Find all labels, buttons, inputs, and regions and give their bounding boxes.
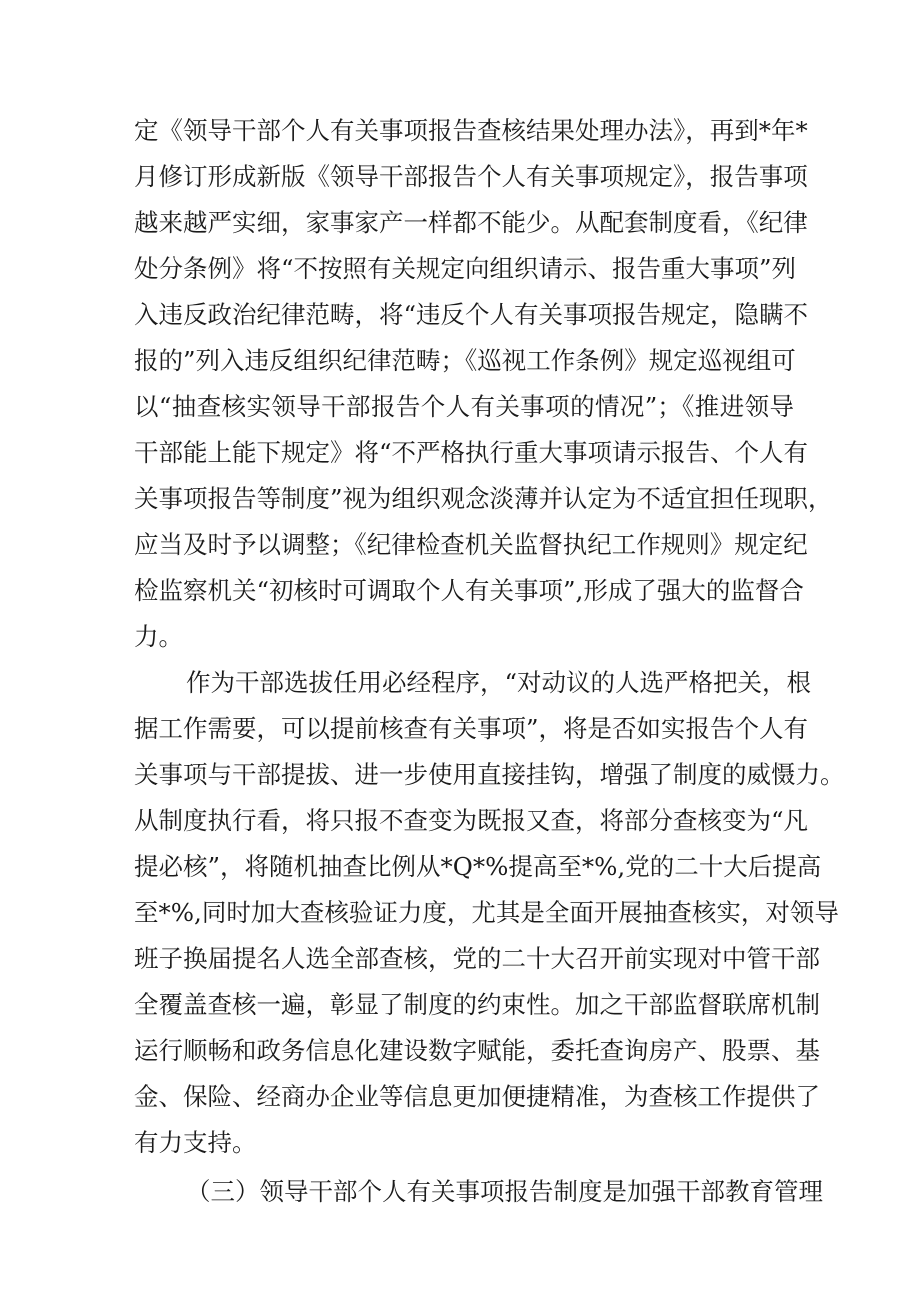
text-line: 处分条例》将“不按照有关规定向组织请示、报告重大事项”列 <box>134 254 797 283</box>
text-line: 定《领导干部个人有关事项报告查核结果处理办法》，再到*年* <box>134 116 808 145</box>
text-line: 应当及时予以调整；《纪律检查机关监督执纪工作规则》规定纪 <box>134 530 808 559</box>
text-line: 干部能上能下规定》将“不严格执行重大事项请示报告、个人有 <box>134 438 809 467</box>
text-line: 至*%,同时加大查核验证力度，尤其是全面开展抽查核实，对领导 <box>134 898 839 927</box>
text-line: 关事项报告等制度”视为组织观念淡薄并认定为不适宜担任现职， <box>134 484 833 513</box>
text-line: 提必核”，将随机抽查比例从*Q*%提高至*%,党的二十大后提高 <box>134 852 822 881</box>
text-line: 检监察机关“初核时可调取个人有关事项”,形成了强大的监督合 <box>134 576 804 605</box>
text-line: 运行顺畅和政务信息化建设数字赋能，委托查询房产、股票、基 <box>134 1036 820 1065</box>
text-line: 班子换届提名人选全部查核，党的二十大召开前实现对中管干部 <box>134 944 820 973</box>
text-line: 越来越严实细，家事家产一样都不能少。从配套制度看，《纪律 <box>134 208 808 237</box>
text-line: 作为干部选拔任用必经程序，“对动议的人选严格把关，根 <box>186 668 812 697</box>
text-line: 报的”列入违反组织纪律范畴；《巡视工作条例》规定巡视组可 <box>134 346 796 375</box>
text-line: 力。 <box>134 622 183 651</box>
text-line: 有力支持。 <box>134 1128 257 1157</box>
text-line: 据工作需要，可以提前核查有关事项”，将是否如实报告个人有 <box>134 714 809 743</box>
text-line: 以“抽查核实领导干部报告个人有关事项的情况”；《推进领导 <box>134 392 794 421</box>
section-heading: （三）领导干部个人有关事项报告制度是加强干部教育管理 <box>186 1177 823 1206</box>
text-line: 从制度执行看，将只报不查变为既报又查，将部分查核变为“凡 <box>134 806 809 835</box>
text-line: 月修订形成新版《领导干部报告个人有关事项规定》，报告事项 <box>134 162 808 191</box>
text-line: 关事项与干部提拔、进一步使用直接挂钩，增强了制度的威慑力。 <box>134 760 845 789</box>
text-line: 入违反政治纪律范畴，将“违反个人有关事项报告规定，隐瞒不 <box>134 300 809 329</box>
text-line: 全覆盖查核一遍，彰显了制度的约束性。加之干部监督联席机制 <box>134 990 820 1019</box>
text-line: 金、保险、经商办企业等信息更加便捷精准，为查核工作提供了 <box>134 1082 820 1111</box>
